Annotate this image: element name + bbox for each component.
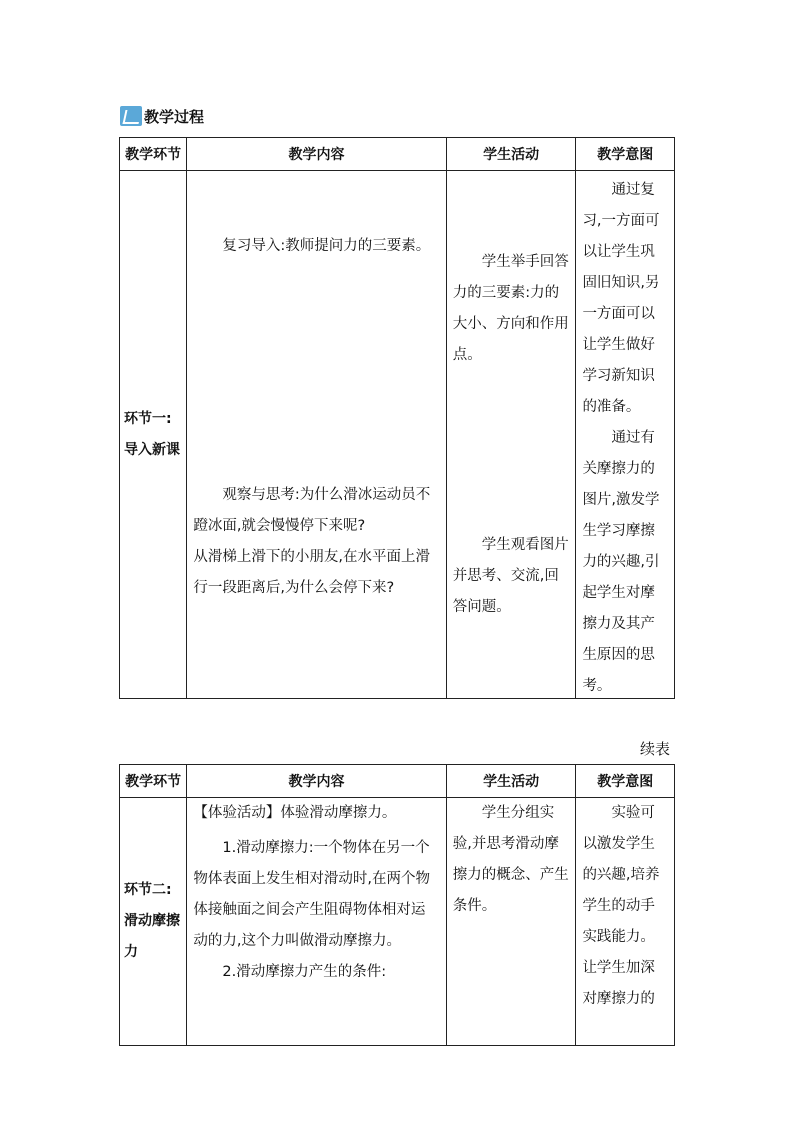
header-content: 教学内容 bbox=[187, 765, 446, 798]
header-activity: 学生活动 bbox=[446, 138, 576, 171]
header-intent: 教学意图 bbox=[576, 138, 675, 171]
activity-text: 学生观看图片并思考、交流,回答问题。 bbox=[452, 537, 569, 615]
intent-cell bbox=[576, 171, 675, 699]
content-cell bbox=[187, 171, 446, 699]
lesson-table-1 bbox=[119, 137, 675, 699]
content-text: 1.滑动摩擦力:一个物体在另一个物体表面上发生相对滑动时,在两个物体接触面之间会产生阻碍物体相对运动的力,这个力叫做滑动摩擦力。 bbox=[193, 840, 430, 949]
table-header-row bbox=[120, 765, 675, 798]
activity-text: 学生举手回答力的三要素:力的大小、方向和作用点。 bbox=[452, 254, 569, 363]
section-title: 教学过程 bbox=[144, 107, 205, 126]
continued-label: 续表 bbox=[640, 740, 671, 758]
content-text: 从滑梯上滑下的小朋友,在水平面上滑行一段距离后,为什么会停下来? bbox=[193, 549, 430, 596]
intent-cell bbox=[576, 798, 675, 1046]
content-text: 复习导入:教师提问力的三要素。 bbox=[222, 238, 431, 254]
header-activity: 学生活动 bbox=[446, 765, 576, 798]
stage-cell: 环节二:滑动摩擦力 bbox=[120, 798, 187, 1046]
content-cell bbox=[187, 798, 446, 1046]
content-text: 【体验活动】体验滑动摩擦力。 bbox=[193, 805, 397, 821]
header-content: 教学内容 bbox=[187, 138, 446, 171]
lesson-table-2 bbox=[119, 764, 675, 1046]
header-stage: 教学环节 bbox=[120, 765, 187, 798]
activity-text: 学生分组实验,并思考滑动摩擦力的概念、产生条件。 bbox=[452, 805, 569, 914]
content-text: 观察与思考:为什么滑冰运动员不蹬冰面,就会慢慢停下来呢? bbox=[193, 487, 431, 534]
table-header-row bbox=[120, 138, 675, 171]
header-stage: 教学环节 bbox=[120, 138, 187, 171]
stage-cell: 环节一:导入新课 bbox=[120, 171, 187, 699]
intent-text: 实验可以激发学生的兴趣,培养学生的动手实践能力。让学生加深对摩擦力的 bbox=[582, 805, 660, 1007]
intent-text: 通过有关摩擦力的图片,激发学生学习摩擦力的兴趣,引起学生对摩擦力及其产生原因的思考。 bbox=[582, 430, 660, 694]
activity-cell bbox=[446, 798, 576, 1046]
header-intent: 教学意图 bbox=[576, 765, 675, 798]
content-text: 2.滑动摩擦力产生的条件: bbox=[222, 964, 387, 980]
activity-cell bbox=[446, 171, 576, 699]
table-row bbox=[120, 171, 675, 699]
book-icon bbox=[120, 106, 142, 126]
section-heading bbox=[120, 104, 204, 128]
table-row bbox=[120, 798, 675, 1046]
intent-text: 通过复习,一方面可以让学生巩固旧知识,另一方面可以让学生做好学习新知识的准备。 bbox=[582, 182, 660, 415]
